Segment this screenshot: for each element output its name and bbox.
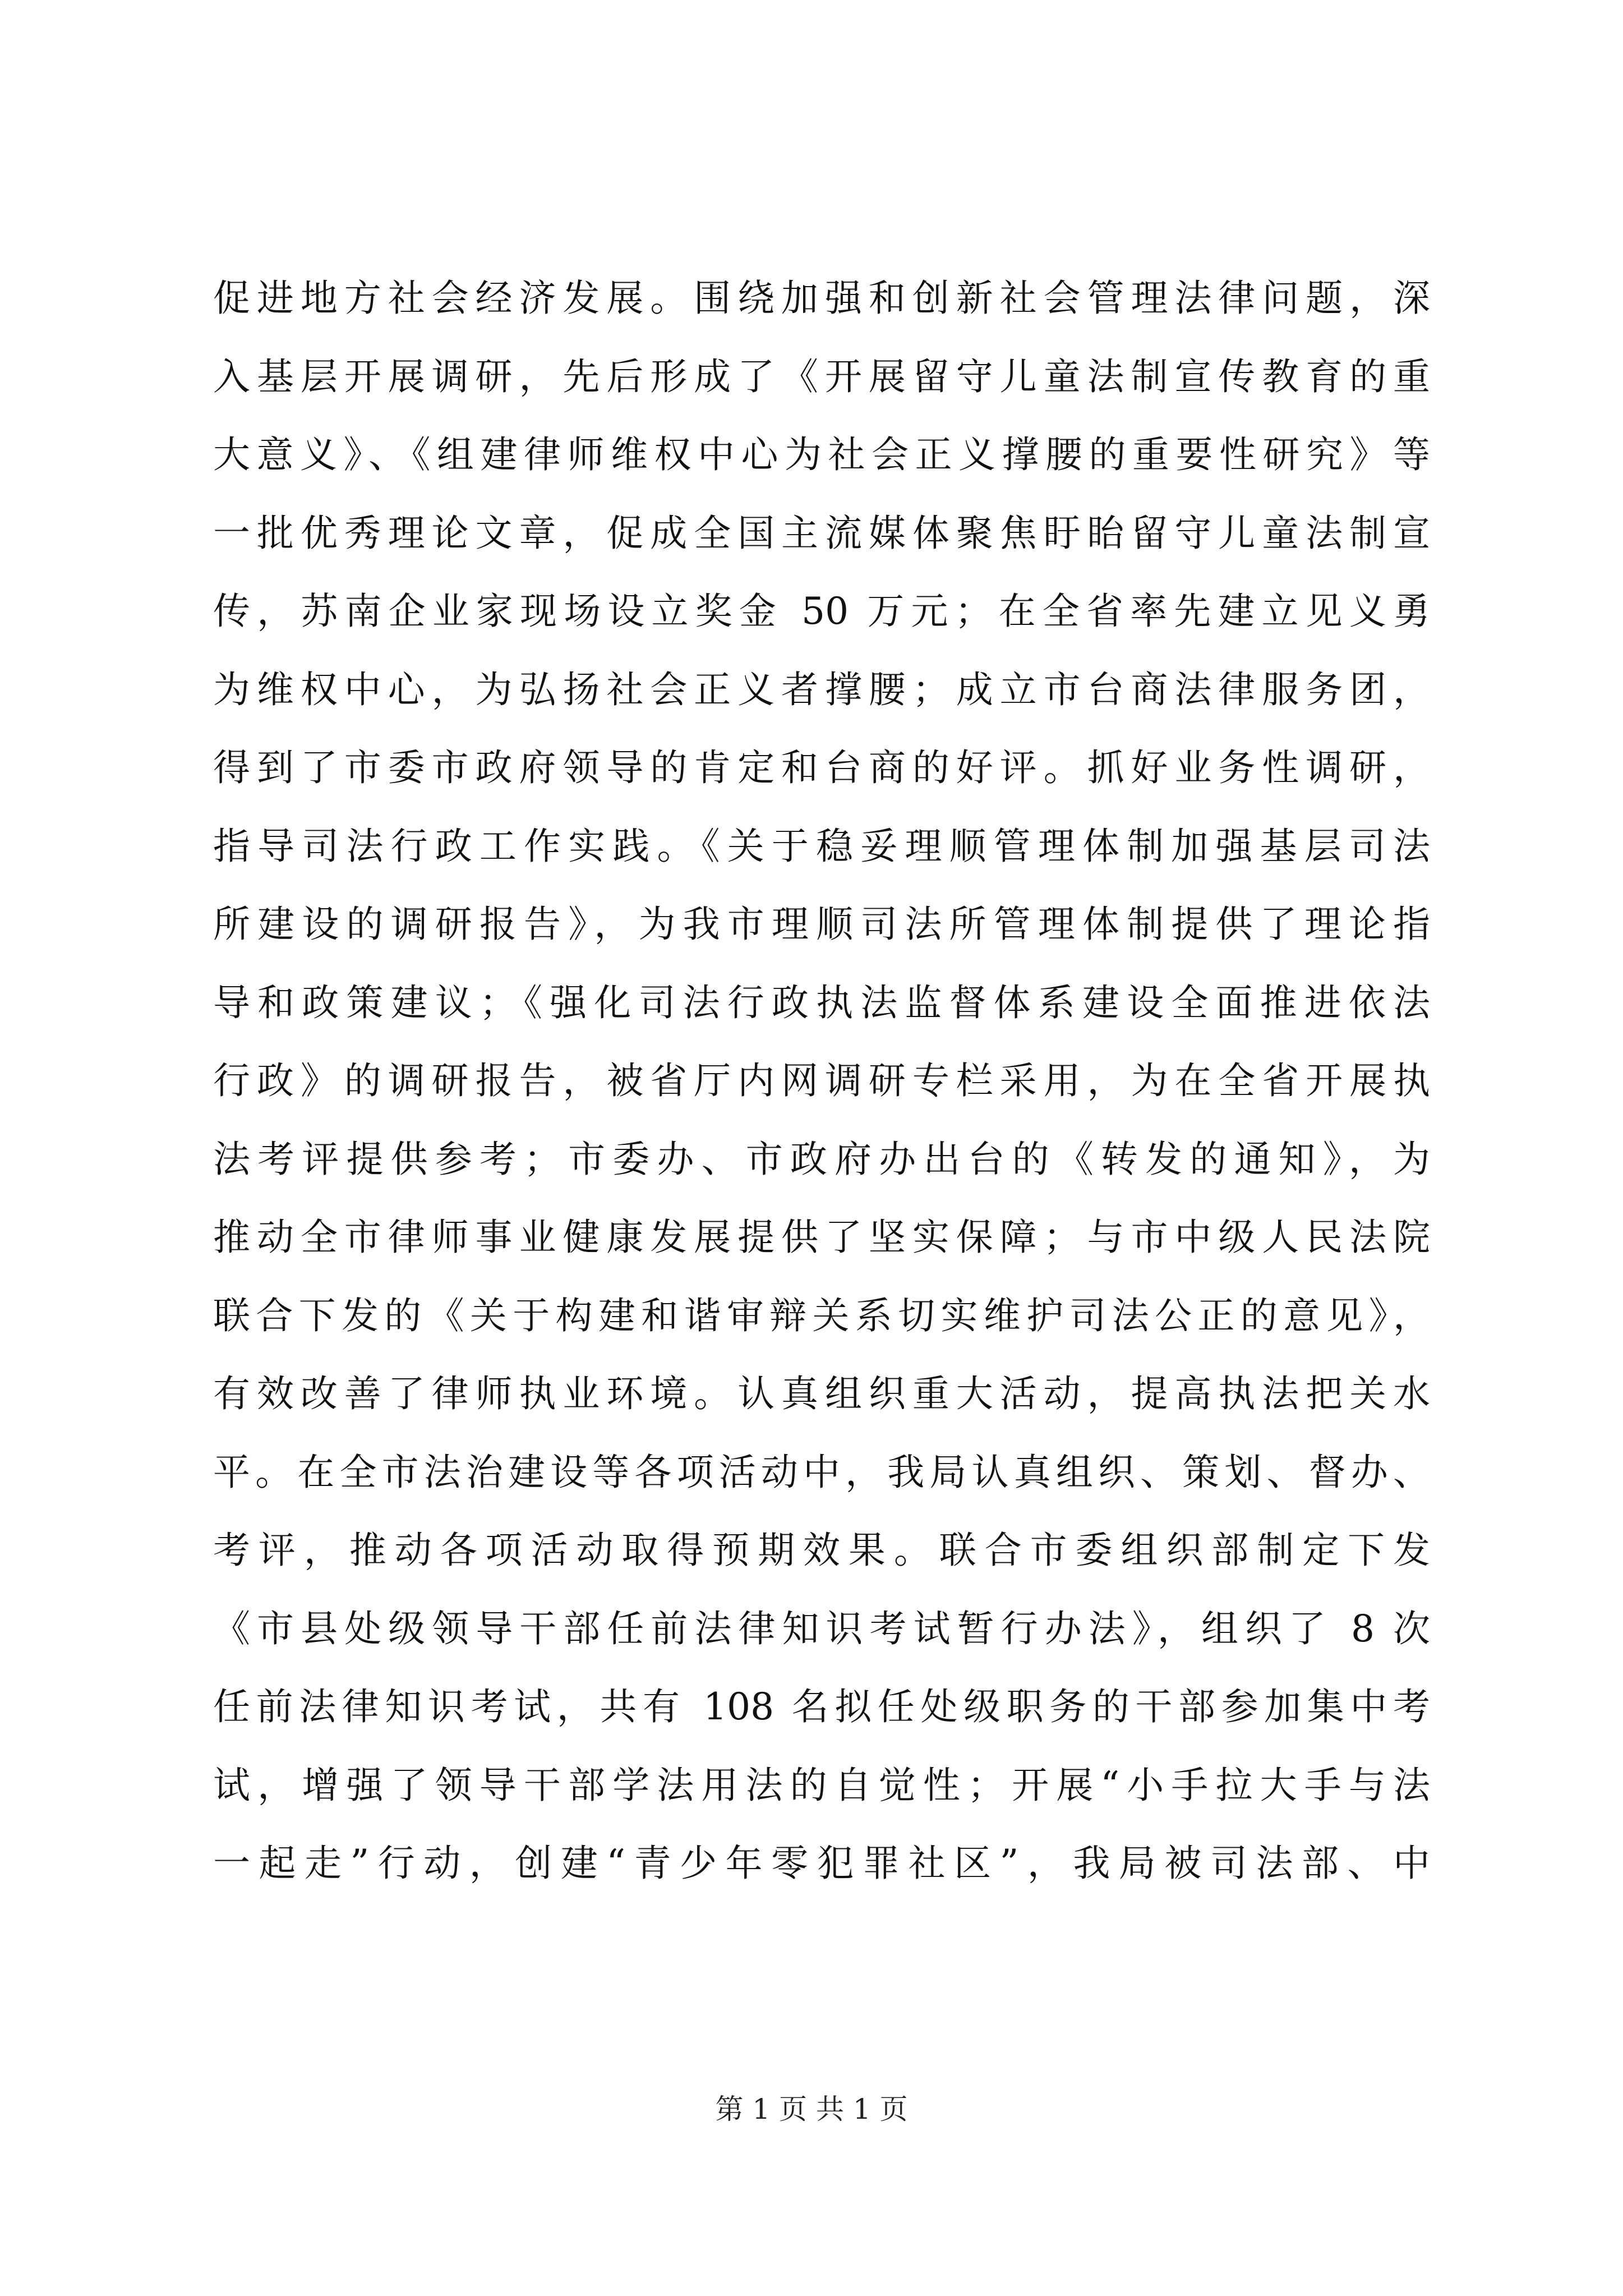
text-line: 大意义》、《组建律师维权中心为社会正义撑腰的重要性研究》等 [213,433,1430,476]
text-line: 促进地方社会经济发展。围绕加强和创新社会管理法律问题，深 [213,277,1430,320]
text-line: 传，苏南企业家现场设立奖金 50 万元；在全省率先建立见义勇 [213,590,1430,633]
text-line: 一批优秀理论文章，促成全国主流媒体聚焦盱眙留守儿童法制宣 [213,511,1430,555]
text-line: 有效改善了律师执业环境。认真组织重大活动，提高执法把关水 [213,1372,1430,1415]
text-line: 为维权中心，为弘扬社会正义者撑腰；成立市台商法律服务团， [213,668,1430,711]
text-line: 试，增强了领导干部学法用法的自觉性；开展“小手拉大手与法 [213,1763,1430,1807]
text-line: 法考评提供参考；市委办、市政府办出台的《转发的通知》，为 [213,1137,1430,1181]
text-line: 入基层开展调研，先后形成了《开展留守儿童法制宣传教育的重 [213,355,1430,398]
text-line: 考评，推动各项活动取得预期效果。联合市委组织部制定下发 [213,1529,1430,1572]
text-line: 《市县处级领导干部任前法律知识考试暂行办法》，组织了 8 次 [213,1607,1430,1650]
text-line: 推动全市律师事业健康发展提供了坚实保障；与市中级人民法院 [213,1216,1430,1259]
text-line: 联合下发的《关于构建和谐审辩关系切实维护司法公正的意见》， [213,1294,1430,1337]
page-number-footer: 第 1 页 共 1 页 [715,2093,908,2125]
text-line: 得到了市委市政府领导的肯定和台商的好评。抓好业务性调研， [213,746,1430,789]
text-line: 任前法律知识考试，共有 108 名拟任处级职务的干部参加集中考 [213,1685,1430,1728]
text-line: 所建设的调研报告》，为我市理顺司法所管理体制提供了理论指 [213,903,1430,946]
text-line: 导和政策建议；《强化司法行政执法监督体系建设全面推进依法 [213,981,1430,1024]
text-line: 指导司法行政工作实践。《关于稳妥理顺管理体制加强基层司法 [213,824,1430,868]
body-paragraph [213,259,1430,1903]
text-line: 平。在全市法治建设等各项活动中，我局认真组织、策划、督办、 [213,1450,1430,1494]
text-line: 行政》的调研报告，被省厅内网调研专栏采用，为在全省开展执 [213,1059,1430,1102]
text-line: 一起走”行动，创建“青少年零犯罪社区”，我局被司法部、中 [213,1842,1430,1885]
